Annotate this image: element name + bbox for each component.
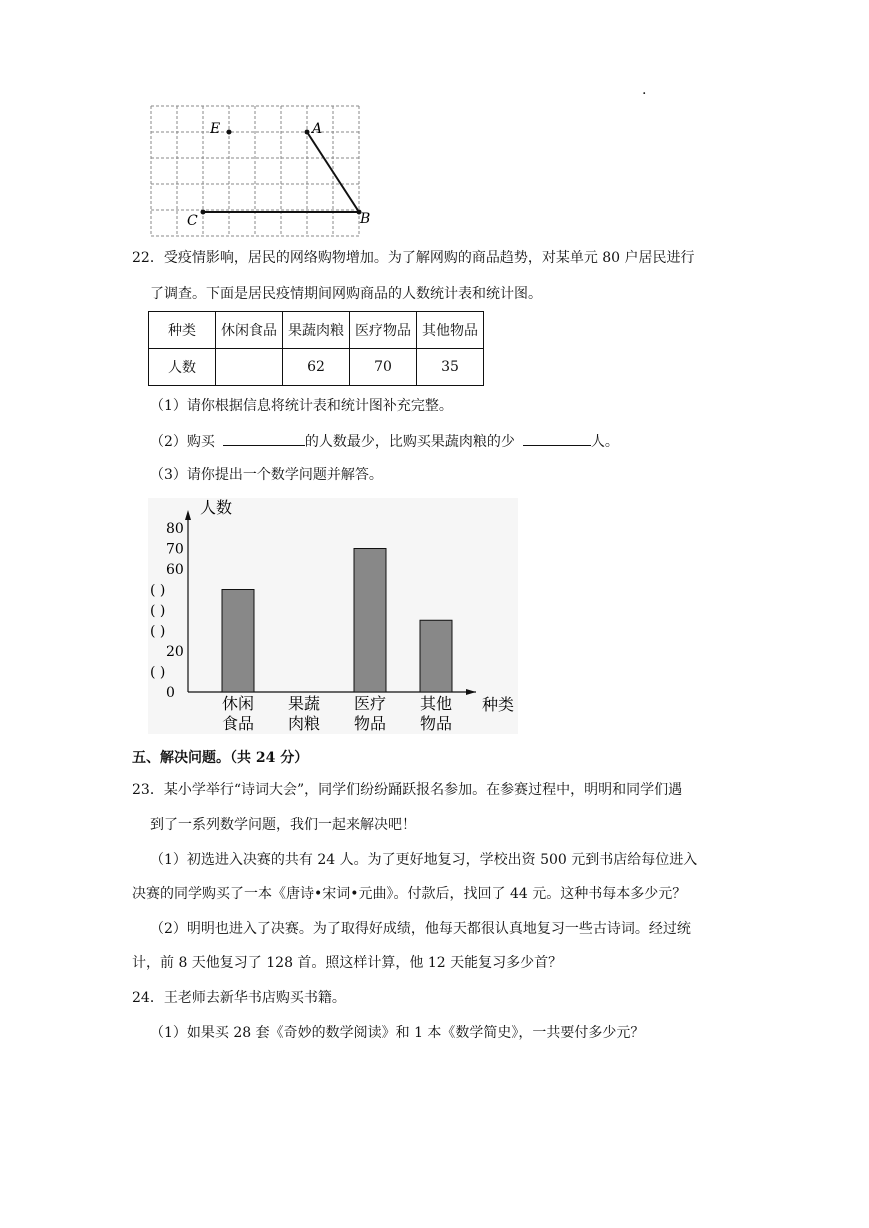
- chart-y-tick-label: 20: [166, 644, 184, 660]
- label-c: C: [187, 213, 198, 229]
- q22-sub2: [150, 431, 619, 452]
- table-row-label: 人数: [149, 349, 216, 386]
- label-a: A: [312, 121, 323, 137]
- chart-y-tick-label: ( ): [150, 664, 166, 681]
- q24-sub1: （1）如果买 28 套《奇妙的数学阅读》和 1 本《数学简史》，一共要付多少元？: [150, 1025, 645, 1041]
- q22-line1: 22．受疫情影响，居民的网络购物增加。为了解网购的商品趋势，对某单元 80 户居民进行: [132, 250, 695, 266]
- label-b: B: [360, 211, 371, 227]
- chart-y-tick-label: ( ): [150, 582, 166, 599]
- chart-y-tick-label: 70: [166, 541, 184, 558]
- q23-sub2-line2: 计，前 8 天他复习了 128 首。照这样计算，他 12 天能复习多少首？: [132, 955, 563, 971]
- chart-category-label: 物品: [419, 714, 453, 733]
- chart-category-label: 休闲: [221, 694, 255, 713]
- grid-figure: [150, 104, 371, 244]
- table-header: 休闲食品: [216, 312, 283, 349]
- section5-heading: 五、解决问题。（共 24 分）: [132, 750, 309, 766]
- point-a: [305, 130, 310, 135]
- q23-sub1-line1: （1）初选进入决赛的共有 24 人。为了更好地复习，学校出资 500 元到书店给每位进入: [150, 852, 698, 868]
- chart-category-label: 其他: [419, 694, 453, 713]
- chart-bar: [222, 590, 254, 693]
- q22-sub2-a: （2）购买: [150, 434, 215, 450]
- q22-line2: 了调查。下面是居民疫情期间网购商品的人数统计表和统计图。: [150, 286, 542, 302]
- corner-dot: .: [642, 82, 647, 98]
- stat-table: [148, 311, 484, 386]
- point-e: [227, 130, 232, 135]
- table-header-row: [149, 312, 484, 349]
- chart-category-label: 肉粮: [287, 714, 321, 733]
- q22-sub3: （3）请你提出一个数学问题并解答。: [150, 467, 383, 483]
- q22-sub2-c: 人。: [590, 434, 619, 450]
- chart-category-label: 果蔬: [287, 694, 321, 713]
- chart-category-label: 食品: [221, 714, 255, 733]
- table-cell: 62: [283, 349, 350, 386]
- chart-y-tick-label: 60: [166, 562, 184, 578]
- chart-y-tick-label: ( ): [150, 603, 166, 619]
- q24-line1: 24．王老师去新华书店购买书籍。: [132, 990, 346, 1006]
- chart-category-label: 物品: [353, 714, 387, 733]
- q23-sub1-line2: 决赛的同学购买了一本《唐诗•宋词•元曲》。付款后，找回了 44 元。这种书每本多少元？: [132, 886, 687, 902]
- answer-blank-2[interactable]: [523, 431, 591, 446]
- point-c: [201, 210, 206, 215]
- chart-y-tick-label: 80: [166, 521, 184, 537]
- bar-chart: [148, 498, 518, 734]
- q22-sub2-b: 的人数最少，比购买果蔬肉粮的少: [304, 434, 515, 450]
- chart-y-tick-label: ( ): [150, 623, 166, 640]
- table-cell: 35: [417, 349, 484, 386]
- q22-sub1: （1）请你根据信息将统计表和统计图补充完整。: [150, 398, 453, 414]
- chart-category-label: 医疗: [353, 694, 387, 713]
- table-cell-blank: [216, 349, 283, 386]
- chart-x-axis-label: 种类: [482, 695, 515, 714]
- chart-bar: [420, 620, 452, 692]
- table-header: 医疗物品: [350, 312, 417, 349]
- table-row: [149, 349, 484, 386]
- q23-line2: 到了一系列数学问题，我们一起来解决吧！: [150, 817, 416, 833]
- label-e: E: [210, 121, 221, 137]
- chart-y-axis-label: 人数: [200, 498, 233, 517]
- table-header: 种类: [149, 312, 216, 349]
- chart-bar: [354, 549, 386, 693]
- table-header: 其他物品: [417, 312, 484, 349]
- answer-blank-1[interactable]: [223, 431, 305, 446]
- grid-lines: [151, 106, 359, 236]
- table-cell: 70: [350, 349, 417, 386]
- chart-y-tick-label: 0: [166, 685, 175, 701]
- q23-line1: 23．某小学举行“诗词大会”，同学们纷纷踊跃报名参加。在参赛过程中，明明和同学们遇: [132, 782, 683, 798]
- q23-sub2-line1: （2）明明也进入了决赛。为了取得好成绩，他每天都很认真地复习一些古诗词。经过统: [150, 921, 691, 937]
- table-header: 果蔬肉粮: [283, 312, 350, 349]
